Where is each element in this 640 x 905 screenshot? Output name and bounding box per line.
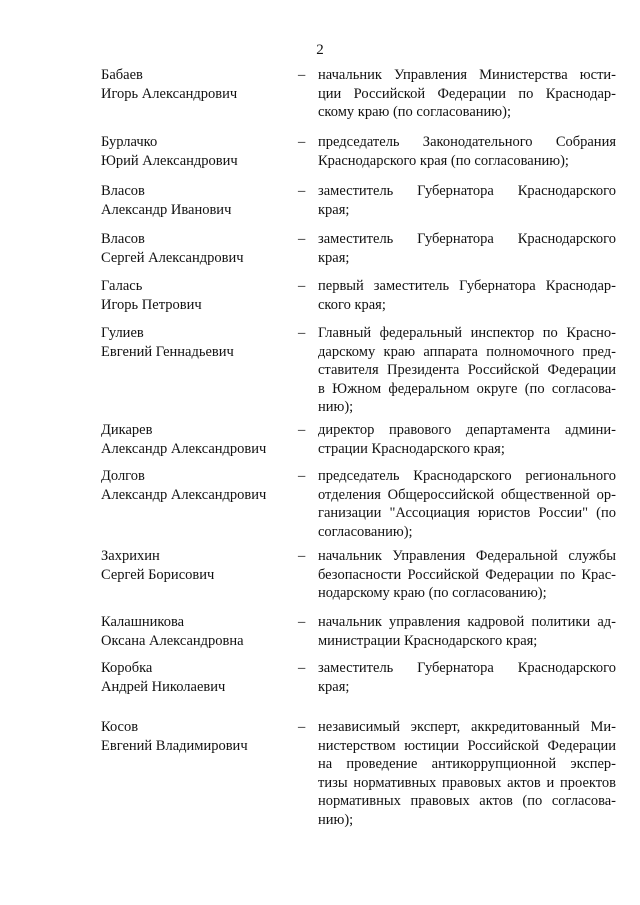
member-given-names: Сергей Борисович	[101, 566, 215, 583]
member-surname: Бабаев	[101, 67, 143, 83]
position-line: ции Российской Федерации по Краснодар-	[318, 85, 616, 102]
member-name	[101, 277, 291, 314]
position-line: скому краю (по согласованию);	[318, 104, 511, 120]
member-position	[318, 718, 616, 829]
member-given-names: Юрий Александрович	[101, 152, 238, 169]
member-name	[101, 182, 291, 219]
member-given-names: Андрей Николаевич	[101, 678, 226, 695]
position-line: в Южном федеральном округе (по согласова-	[318, 380, 616, 397]
separator-dash: –	[298, 548, 306, 564]
position-line: нию);	[318, 399, 354, 415]
member-name	[101, 467, 291, 504]
position-line: нодарскому краю (по согласованию);	[318, 585, 547, 601]
position-line: заместитель Губернатора Краснодарского	[318, 183, 616, 199]
member-given-names: Александр Александрович	[101, 486, 267, 503]
position-line: заместитель Губернатора Краснодарского	[318, 231, 616, 247]
member-position	[318, 66, 616, 122]
member-position	[318, 182, 616, 219]
member-position	[318, 421, 616, 458]
member-given-names: Сергей Александрович	[101, 249, 244, 266]
member-position	[318, 547, 616, 603]
separator-dash: –	[298, 231, 306, 247]
position-line: нормативных правовых актов (по согласова-	[318, 793, 616, 809]
separator-dash: –	[298, 67, 306, 83]
separator-dash: –	[298, 422, 306, 438]
position-line: безопасности Российской Федерации по Крас-	[318, 566, 616, 583]
separator-dash: –	[298, 660, 306, 676]
position-line: Главный федеральный инспектор по Красно-	[318, 325, 616, 341]
member-name	[101, 324, 291, 361]
page-number: 2	[316, 42, 324, 58]
position-line: председатель Законодательного Собрания	[318, 134, 616, 150]
position-line: тизы нормативных правовых актов и проектов	[318, 774, 616, 791]
position-line: нию);	[318, 811, 354, 828]
position-line: ского края;	[318, 296, 386, 313]
member-position	[318, 133, 616, 170]
separator-dash: –	[298, 325, 306, 341]
member-surname: Косов	[101, 719, 139, 735]
position-line: независимый эксперт, аккредитованный Ми-	[318, 719, 616, 735]
member-given-names: Александр Иванович	[101, 201, 232, 218]
position-line: на проведение антикоррупционной экспер-	[318, 756, 616, 772]
member-name	[101, 718, 291, 755]
member-position	[318, 467, 616, 541]
separator-dash: –	[298, 134, 306, 150]
member-surname: Коробка	[101, 660, 153, 676]
position-line: председатель Краснодарского регионального	[318, 468, 616, 484]
member-position	[318, 613, 616, 650]
member-name	[101, 230, 291, 267]
member-given-names: Евгений Владимирович	[101, 737, 248, 754]
member-given-names: Евгений Геннадьевич	[101, 343, 234, 360]
position-line: отделения Общероссийской общественной ор-	[318, 486, 616, 503]
position-line: заместитель Губернатора Краснодарского	[318, 660, 616, 676]
member-surname: Бурлачко	[101, 134, 158, 150]
member-surname: Гулиев	[101, 325, 144, 341]
member-given-names: Оксана Александровна	[101, 632, 244, 649]
position-line: первый заместитель Губернатора Краснодар-	[318, 278, 616, 294]
member-surname: Власов	[101, 231, 145, 247]
member-given-names: Игорь Александрович	[101, 85, 238, 102]
member-name	[101, 133, 291, 170]
member-given-names: Игорь Петрович	[101, 296, 202, 313]
position-line: края;	[318, 201, 350, 218]
member-surname: Захрихин	[101, 548, 160, 564]
position-line: ганизации "Ассоциация юристов России" (по	[318, 505, 616, 521]
position-line: дарскому краю аппарата полномочного пред-	[318, 343, 616, 360]
separator-dash: –	[298, 468, 306, 484]
member-name	[101, 421, 291, 458]
member-position	[318, 230, 616, 267]
member-name	[101, 547, 291, 584]
member-surname: Власов	[101, 183, 145, 199]
position-line: согласованию);	[318, 523, 413, 540]
position-line: начальник управления кадровой политики ад-	[318, 614, 616, 630]
separator-dash: –	[298, 278, 306, 294]
member-surname: Галась	[101, 278, 143, 294]
position-line: министрации Краснодарского края;	[318, 632, 538, 649]
position-line: начальник Управления Министерства юсти-	[318, 67, 616, 83]
member-surname: Калашникова	[101, 614, 185, 630]
member-position	[318, 324, 616, 417]
position-line: начальник Управления Федеральной службы	[318, 548, 616, 564]
position-line: ставителя Президента Российской Федерации	[318, 362, 616, 378]
position-line: директор правового департамента админи-	[318, 422, 616, 438]
separator-dash: –	[298, 614, 306, 630]
member-name	[101, 66, 291, 103]
member-name	[101, 613, 291, 650]
separator-dash: –	[298, 183, 306, 199]
member-position	[318, 659, 616, 696]
position-line: края;	[318, 249, 350, 266]
member-position	[318, 277, 616, 314]
position-line: нистерством юстиции Российской Федерации	[318, 737, 616, 754]
position-line: края;	[318, 678, 350, 695]
position-line: Краснодарского края (по согласованию);	[318, 152, 569, 169]
member-name	[101, 659, 291, 696]
member-given-names: Александр Александрович	[101, 440, 267, 457]
separator-dash: –	[298, 719, 306, 735]
member-surname: Долгов	[101, 468, 145, 484]
member-surname: Дикарев	[101, 422, 153, 438]
position-line: страции Краснодарского края;	[318, 440, 505, 457]
